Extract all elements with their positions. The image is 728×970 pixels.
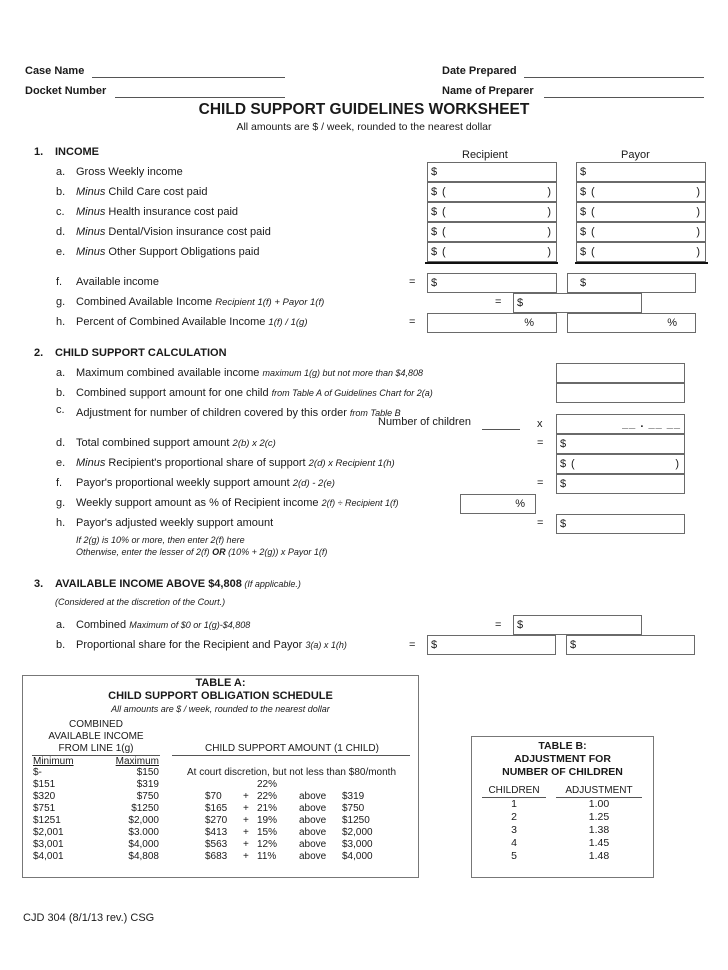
income-row-g [56,296,325,308]
table-b-heading-2: ADJUSTMENT FOR [514,753,611,765]
calc-2h-input[interactable]: $ [556,514,685,534]
row-letter: a. [56,367,66,379]
payor-1h-input[interactable]: % [567,313,696,333]
table-a-col-max: Maximum [115,756,159,767]
recipient-column-header: Recipient [462,149,508,161]
row-letter: b. [56,639,66,651]
payor-1d-input[interactable]: $ ( ) [576,222,706,242]
above-row-a [56,619,251,631]
section2-title: CHILD SUPPORT CALCULATION [55,347,227,359]
equals-sign: = [537,517,544,529]
row-letter: e. [56,457,66,469]
combined-1g-input[interactable]: $ [513,293,642,313]
income-row-h [56,316,308,328]
recipient-1b-input[interactable]: $ ( ) [427,182,557,202]
calc-row-d [56,437,276,449]
income-row-e [56,246,260,258]
form-id: CJD 304 (8/1/13 rev.) CSG [23,912,155,924]
income-row-a [56,166,183,178]
row-text: Maximum combined available income maximum 1(g) but not more than $4,808 [76,367,424,379]
table-a-subtitle-heading: CHILD SUPPORT OBLIGATION SCHEDULE [108,690,333,702]
calc-row-c [56,404,401,419]
row-text: Combined Maximum of $0 or 1(g)-$4,808 [76,619,251,631]
calc-2c-input[interactable]: __ . __ __ [556,414,685,434]
above-row-b [56,639,347,651]
table-b-col-adjustment: ADJUSTMENT [565,785,633,796]
table-b-heading-3: NUMBER OF CHILDREN [502,766,623,778]
recipient-1a-input[interactable]: $ [427,162,557,182]
row-letter: b. [56,387,66,399]
row-text: Minus Child Care cost paid [76,186,208,198]
calc-row-f [56,477,335,489]
row-text: Minus Recipient's proportional share of support 2(d) x Recipient 1(h) [76,457,395,469]
recipient-total-rule [425,262,558,264]
row-letter: d. [56,226,66,238]
page-subtitle: All amounts are $ / week, rounded to the nearest dollar [236,121,492,133]
docket-number-field[interactable] [115,97,285,98]
table-a-income-header-2: AVAILABLE INCOME [48,731,144,742]
calc-2g-input[interactable]: % [460,494,536,514]
above-3b-payor-input[interactable]: $ [566,635,695,655]
date-prepared-field[interactable] [524,77,704,78]
income-row-b [56,186,208,198]
row-letter: c. [56,206,65,218]
row-text: Combined support amount for one child from Table A of Guidelines Chart for 2(a) [76,387,433,399]
row-text: Available income [76,276,159,288]
recipient-1f-input[interactable]: $ [427,273,557,293]
table-a-row: $320 $750 $70 + 22% above $319 [33,791,365,802]
docket-number-label: Docket Number [25,85,107,97]
number-of-children-field[interactable] [482,429,520,430]
row-letter: g. [56,497,66,509]
row-text: Payor's proportional weekly support amount 2(d) - 2(e) [76,477,335,489]
table-a-row: $3,001 $4,000 $563 + 12% above $3,000 [33,839,373,850]
table-a-title: TABLE A: [195,677,246,689]
calc-2b-input[interactable] [556,383,685,403]
payor-1e-input[interactable]: $ ( ) [576,242,706,262]
equals-sign: = [409,639,416,651]
table-a-row: $- $150 At court discretion, but not less than $80/month [33,767,397,778]
income-row-f [56,276,159,288]
row-letter: f. [56,276,63,288]
number-of-children-label: Number of children [378,416,471,428]
section3-title: AVAILABLE INCOME ABOVE $4,808 (If applicable.) [55,578,301,590]
calc-row-g [56,497,399,509]
calc-2f-input[interactable]: $ [556,474,685,494]
row-text: Minus Dental/Vision insurance cost paid [76,226,271,238]
row-text: Minus Health insurance cost paid [76,206,239,218]
row-text: Minus Other Support Obligations paid [76,246,260,258]
payor-1a-input[interactable]: $ [576,162,706,182]
equals-sign: = [409,276,416,288]
section3-subtitle: (Considered at the discretion of the Court.) [55,597,226,607]
times-sign: x [537,418,543,430]
section2-number: 2. [34,347,44,359]
calc-row-a [56,367,424,379]
section1-number: 1. [34,146,44,158]
calc-row-h [56,517,274,529]
calc-2e-input[interactable]: $ ( ) [556,454,685,474]
recipient-1h-input[interactable]: % [427,313,557,333]
table-a-row: $2,001 $3.000 $413 + 15% above $2,000 [33,827,373,838]
row-letter: d. [56,437,66,449]
calc-row-b [56,387,433,399]
section3-number: 3. [34,578,44,590]
payor-1f-input[interactable]: $ [567,273,696,293]
name-of-preparer-field[interactable] [544,97,704,98]
case-name-field[interactable] [92,77,285,78]
row-letter: a. [56,166,66,178]
table-a-amount-rule [172,755,410,756]
equals-sign: = [495,619,502,631]
row-letter: a. [56,619,66,631]
table-a-row: $1251 $2,000 $270 + 19% above $1250 [33,815,370,826]
table-b-col-children: CHILDREN [488,785,540,796]
row-letter: h. [56,517,66,529]
income-row-c [56,206,239,218]
payor-1b-input[interactable]: $ ( ) [576,182,706,202]
case-name-label: Case Name [25,65,85,77]
equals-sign: = [537,477,544,489]
equals-sign: = [537,437,544,449]
payor-1c-input[interactable]: $ ( ) [576,202,706,222]
row-text: Adjustment for number of children covered by this order from Table B [76,407,401,419]
row-text: Total combined support amount 2(b) x 2(c) [76,437,276,449]
calc-row-h-note-1: If 2(g) is 10% or more, then enter 2(f) here [76,535,245,545]
row-text: Proportional share for the Recipient and Payor 3(a) x 1(h) [76,639,347,651]
equals-sign: = [495,296,502,308]
row-letter: c. [56,404,65,416]
table-a-row: $151 $319 22% [33,779,278,790]
calc-2d-input[interactable]: $ [556,434,685,454]
table-a-row: $4,001 $4,808 $683 + 11% above $4,000 [33,851,373,862]
calc-row-e [56,457,395,469]
income-row-d [56,226,271,238]
row-text: Combined Available Income Recipient 1(f) + Payor 1(f) [76,296,325,308]
table-a-col-min: Minimum [33,756,74,767]
recipient-1e-input[interactable]: $ ( ) [427,242,557,262]
page-title: CHILD SUPPORT GUIDELINES WORKSHEET [198,101,530,118]
payor-column-header: Payor [621,149,650,161]
row-text: Payor's adjusted weekly support amount [76,517,274,529]
calc-2a-input[interactable] [556,363,685,383]
table-a-amount-header: CHILD SUPPORT AMOUNT (1 CHILD) [205,743,379,754]
table-a-row: $751 $1250 $165 + 21% above $750 [33,803,365,814]
equals-sign: = [409,316,416,328]
section1-title: INCOME [55,146,99,158]
row-text: Percent of Combined Available Income 1(f) / 1(g) [76,316,308,328]
row-text: Weekly support amount as % of Recipient income 2(f) ÷ Recipient 1(f) [76,497,399,509]
calc-row-h-note-2: Otherwise, enter the lesser of 2(f) OR (10% + 2(g)) x Payor 1(f) [76,547,328,557]
table-a-income-header-1: COMBINED [69,719,123,730]
row-letter: e. [56,246,66,258]
row-letter: h. [56,316,66,328]
recipient-1c-input[interactable]: $ ( ) [427,202,557,222]
table-a-income-header-3: FROM LINE 1(g) [58,743,134,754]
above-3a-input[interactable]: $ [513,615,642,635]
row-text: Gross Weekly income [76,166,183,178]
table-b-title: TABLE B: [538,740,587,752]
recipient-1d-input[interactable]: $ ( ) [427,222,557,242]
above-3b-recipient-input[interactable]: $ [427,635,556,655]
row-letter: f. [56,477,63,489]
row-letter: b. [56,186,66,198]
table-a-note: All amounts are $ / week, rounded to the nearest dollar [111,704,330,714]
date-prepared-label: Date Prepared [442,65,517,77]
payor-total-rule [575,262,708,264]
row-letter: g. [56,296,66,308]
name-of-preparer-label: Name of Preparer [442,85,534,97]
